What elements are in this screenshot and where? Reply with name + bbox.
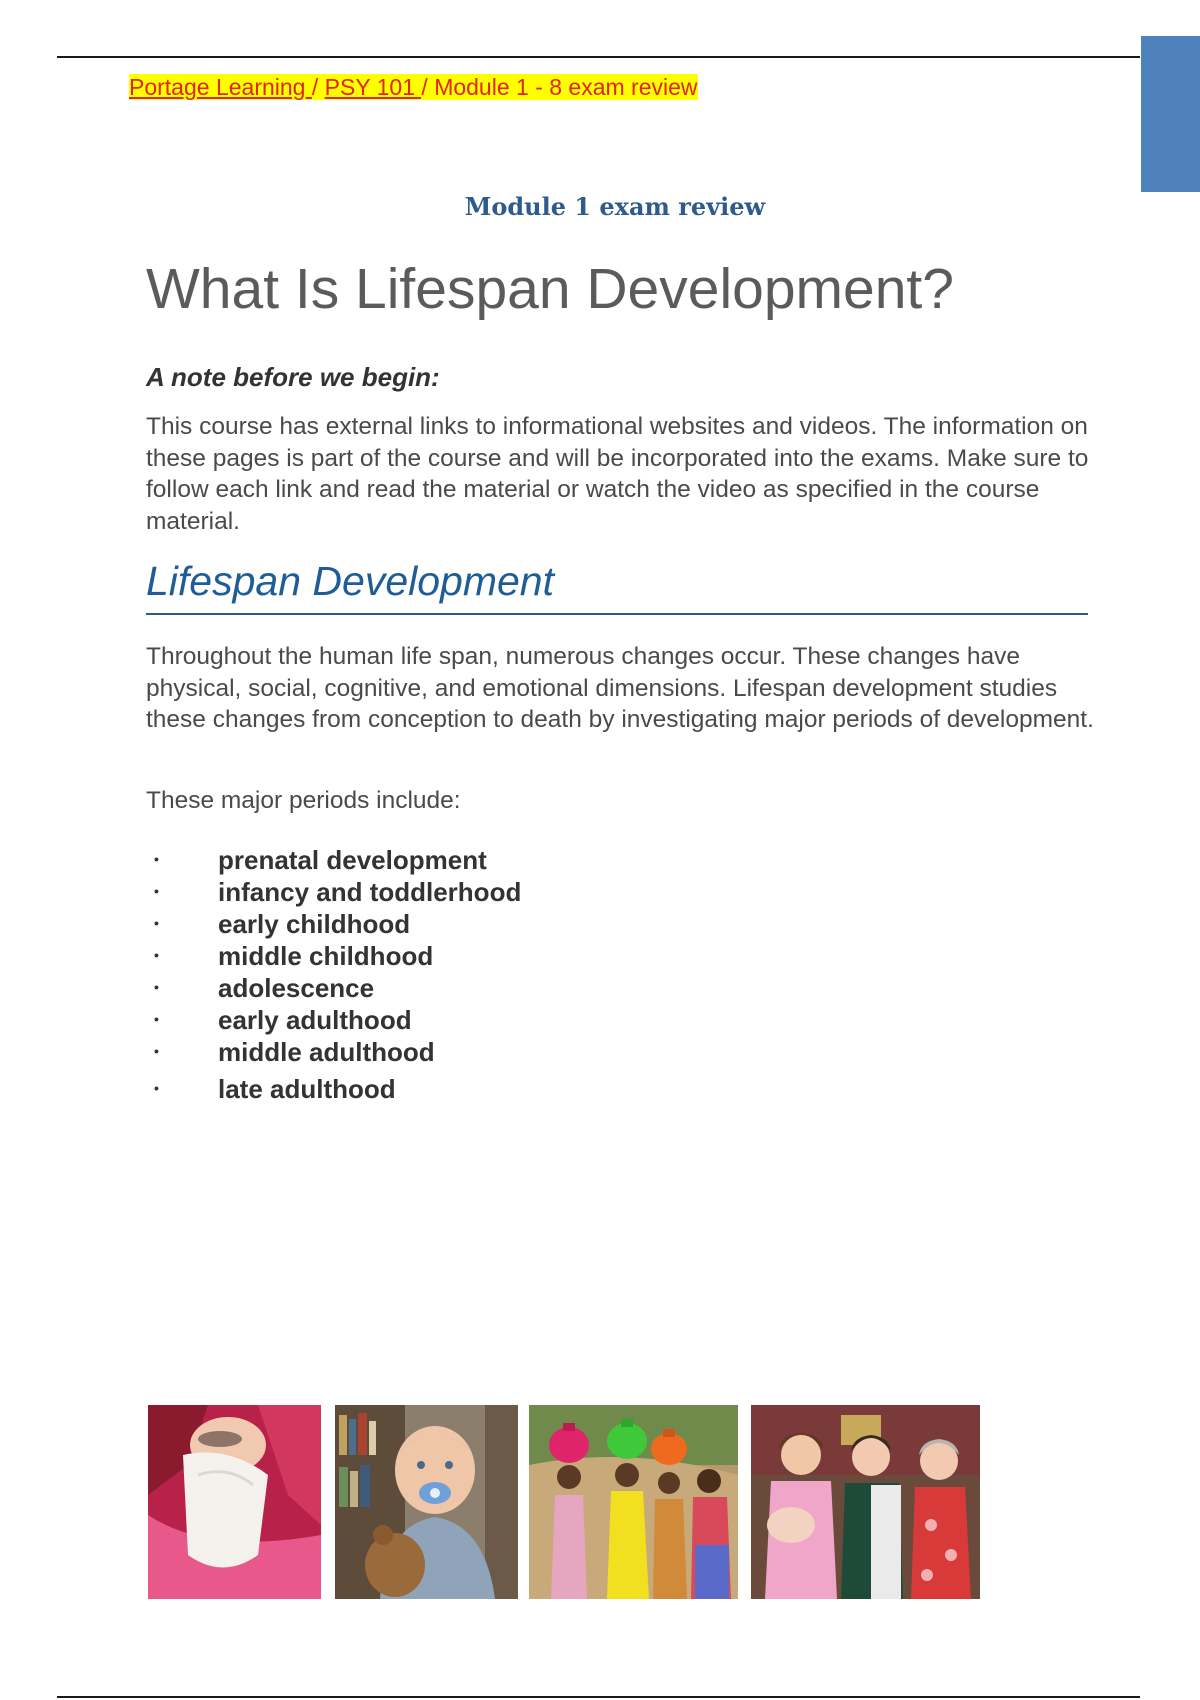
bullet-icon: • bbox=[154, 851, 159, 867]
periods-intro: These major periods include: bbox=[146, 787, 461, 814]
breadcrumb-current: Module 1 - 8 exam review bbox=[434, 74, 698, 100]
bullet-icon: • bbox=[154, 1080, 159, 1096]
period-label: early adulthood bbox=[218, 1005, 412, 1035]
period-label: middle adulthood bbox=[218, 1037, 435, 1067]
breadcrumb-separator: / bbox=[421, 74, 435, 100]
footer-rule bbox=[57, 1696, 1140, 1698]
breadcrumb bbox=[129, 73, 698, 101]
bullet-icon: • bbox=[154, 979, 159, 995]
photo-toddler bbox=[335, 1405, 518, 1599]
bullet-icon: • bbox=[154, 1011, 159, 1027]
photo-children-with-water-pots bbox=[529, 1405, 738, 1599]
breadcrumb-separator: / bbox=[311, 74, 325, 100]
period-label: late adulthood bbox=[218, 1074, 396, 1104]
bullet-icon: • bbox=[154, 883, 159, 899]
period-label: middle childhood bbox=[218, 941, 434, 971]
photo-newborn bbox=[148, 1405, 321, 1599]
breadcrumb-highlight bbox=[129, 74, 698, 100]
section-paragraph: Throughout the human life span, numerous changes occur. These changes have physical, social, cognitive, and emotional dimensions. Lifespan development studies these changes from conception to death by investigating major periods of development. bbox=[146, 643, 1094, 733]
bullet-icon: • bbox=[154, 915, 159, 931]
breadcrumb-link-psy-101[interactable]: PSY 101 bbox=[324, 74, 422, 100]
photo-three-generations bbox=[751, 1405, 980, 1599]
section-divider bbox=[146, 613, 1088, 615]
bullet-icon: • bbox=[154, 947, 159, 963]
header-rule bbox=[57, 56, 1140, 58]
period-label: early childhood bbox=[218, 909, 411, 939]
section-heading: Lifespan Development bbox=[146, 558, 554, 604]
period-label: infancy and toddlerhood bbox=[218, 877, 522, 907]
module-heading: Module 1 exam review bbox=[464, 192, 766, 221]
side-accent-tab bbox=[1141, 36, 1200, 192]
bullet-icon: • bbox=[154, 1043, 159, 1059]
breadcrumb-link-portage-learning[interactable]: Portage Learning bbox=[129, 74, 312, 100]
page-title: What Is Lifespan Development? bbox=[146, 257, 954, 321]
note-heading: A note before we begin: bbox=[146, 362, 440, 392]
note-paragraph: This course has external links to informational websites and videos. The information on these pages is part of the course and will be incorporated into the exams. Make sure to follow each link and read the material or watch the video as specified in the course material. bbox=[146, 413, 1089, 535]
period-label: adolescence bbox=[218, 973, 375, 1003]
period-label: prenatal development bbox=[218, 845, 487, 875]
